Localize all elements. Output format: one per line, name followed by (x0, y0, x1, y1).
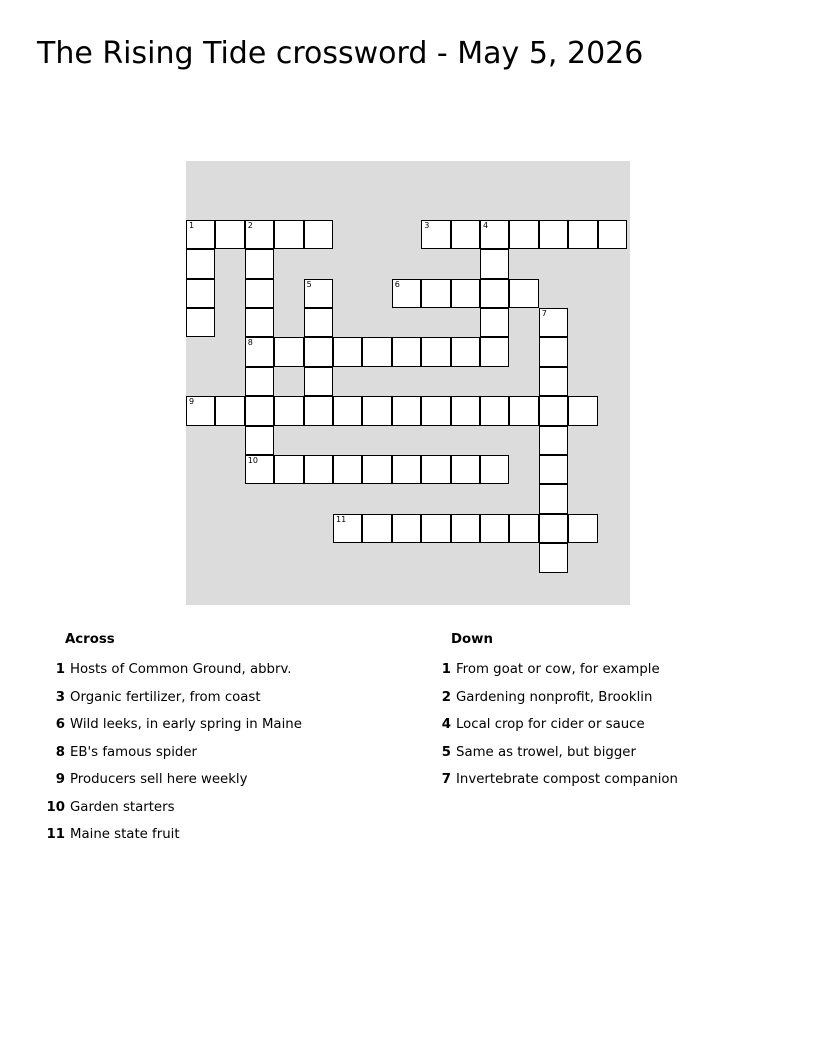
grid-cell[interactable] (392, 337, 421, 366)
down-clue (421, 715, 645, 735)
clue-text: Garden starters (70, 799, 175, 815)
cell-number: 2 (247, 220, 253, 230)
grid-cell[interactable] (362, 396, 391, 425)
cell-number: 1 (189, 220, 195, 230)
grid-cell[interactable] (245, 279, 274, 308)
grid-cell[interactable] (451, 337, 480, 366)
grid-cell[interactable] (186, 396, 215, 425)
grid-cell[interactable] (568, 396, 597, 425)
grid-cell[interactable] (333, 455, 362, 484)
grid-cell[interactable] (274, 337, 303, 366)
across-clue (35, 660, 292, 680)
grid-cell[interactable] (362, 337, 391, 366)
across-clue (35, 688, 261, 708)
crossword-grid (186, 161, 630, 605)
across-clue (35, 743, 197, 763)
down-clue (421, 688, 653, 708)
grid-cell[interactable] (539, 396, 568, 425)
grid-cell[interactable] (274, 220, 303, 249)
grid-cell[interactable] (186, 308, 215, 337)
grid-cell[interactable] (451, 514, 480, 543)
grid-cell[interactable] (186, 279, 215, 308)
clue-number: 1 (55, 662, 65, 677)
across-clue (35, 825, 180, 845)
grid-cell[interactable] (186, 220, 215, 249)
grid-cell[interactable] (451, 396, 480, 425)
grid-cell[interactable] (421, 396, 450, 425)
grid-cell[interactable] (539, 484, 568, 513)
clue-text: Invertebrate compost companion (456, 772, 678, 787)
grid-cell[interactable] (480, 220, 509, 249)
clue-number: 2 (441, 689, 451, 705)
grid-cell[interactable] (421, 337, 450, 366)
grid-cell[interactable] (362, 455, 391, 484)
cell-number: 11 (336, 514, 347, 524)
grid-cell[interactable] (480, 308, 509, 337)
grid-cell[interactable] (245, 249, 274, 278)
grid-cell[interactable] (509, 220, 538, 249)
cell-number: 5 (306, 279, 312, 289)
grid-cell[interactable] (480, 455, 509, 484)
grid-cell[interactable] (421, 220, 450, 249)
grid-cell[interactable] (451, 455, 480, 484)
grid-cell[interactable] (304, 308, 333, 337)
cell-number: 6 (394, 279, 400, 289)
clue-number: 1 (441, 662, 451, 677)
clue-number: 3 (55, 689, 65, 705)
clue-text: Local crop for cider or sauce (456, 717, 645, 732)
grid-cell[interactable] (480, 279, 509, 308)
grid-cell[interactable] (304, 396, 333, 425)
grid-cell[interactable] (480, 337, 509, 366)
grid-cell[interactable] (539, 220, 568, 249)
grid-cell[interactable] (539, 308, 568, 337)
grid-cell[interactable] (274, 396, 303, 425)
grid-cell[interactable] (480, 249, 509, 278)
clue-text: Organic fertilizer, from coast (70, 689, 261, 705)
clue-text: Hosts of Common Ground, abbrv. (70, 662, 292, 677)
cell-number: 4 (483, 220, 489, 230)
down-heading: Down (451, 632, 493, 647)
grid-cell[interactable] (480, 514, 509, 543)
grid-cell[interactable] (421, 279, 450, 308)
grid-cell[interactable] (274, 455, 303, 484)
grid-cell[interactable] (392, 455, 421, 484)
grid-cell[interactable] (539, 514, 568, 543)
grid-cell[interactable] (186, 249, 215, 278)
grid-cell[interactable] (245, 367, 274, 396)
grid-cell[interactable] (539, 426, 568, 455)
grid-cell[interactable] (245, 220, 274, 249)
clue-number: 10 (46, 799, 65, 815)
clue-number: 5 (441, 744, 451, 760)
down-clue (421, 660, 660, 680)
across-heading: Across (65, 632, 115, 647)
across-clue (35, 715, 302, 735)
grid-cell[interactable] (304, 367, 333, 396)
clue-text: Maine state fruit (70, 827, 180, 842)
grid-cell[interactable] (421, 514, 450, 543)
grid-cell[interactable] (509, 396, 538, 425)
clue-text: Gardening nonprofit, Brooklin (456, 689, 653, 705)
grid-cell[interactable] (245, 426, 274, 455)
grid-cell[interactable] (568, 514, 597, 543)
clue-number: 11 (46, 827, 65, 842)
grid-cell[interactable] (392, 396, 421, 425)
clue-text: EB's famous spider (70, 744, 197, 760)
clue-number: 8 (55, 744, 65, 760)
across-clue (35, 798, 175, 818)
down-clue (421, 770, 678, 790)
grid-cell[interactable] (245, 455, 274, 484)
grid-cell[interactable] (392, 514, 421, 543)
grid-cell[interactable] (421, 455, 450, 484)
grid-cell[interactable] (333, 514, 362, 543)
clue-number: 4 (441, 717, 451, 732)
clue-text: Same as trowel, but bigger (456, 744, 636, 760)
grid-cell[interactable] (539, 543, 568, 572)
grid-cell[interactable] (480, 396, 509, 425)
grid-cell[interactable] (245, 337, 274, 366)
grid-cell[interactable] (304, 220, 333, 249)
grid-cell[interactable] (362, 514, 391, 543)
across-clue (35, 770, 248, 790)
grid-cell[interactable] (304, 279, 333, 308)
cell-number: 10 (247, 456, 258, 465)
clue-text: Wild leeks, in early spring in Maine (70, 717, 302, 732)
grid-cell[interactable] (539, 367, 568, 396)
cell-number: 7 (541, 309, 547, 318)
grid-cell[interactable] (245, 308, 274, 337)
grid-cell[interactable] (539, 337, 568, 366)
grid-cell[interactable] (215, 396, 244, 425)
grid-cell[interactable] (304, 455, 333, 484)
grid-cell[interactable] (568, 220, 597, 249)
grid-cell[interactable] (509, 514, 538, 543)
grid-cell[interactable] (245, 396, 274, 425)
clue-text: From goat or cow, for example (456, 662, 660, 677)
clue-number: 6 (55, 717, 65, 732)
cell-number: 9 (189, 397, 195, 407)
grid-cell[interactable] (392, 279, 421, 308)
cell-number: 3 (424, 220, 430, 230)
clue-number: 7 (441, 772, 451, 787)
grid-cell[interactable] (304, 337, 333, 366)
page-title: The Rising Tide crossword - May 5, 2026 (37, 36, 644, 71)
grid-cell[interactable] (451, 220, 480, 249)
down-clue (421, 743, 636, 763)
grid-cell[interactable] (333, 396, 362, 425)
grid-cell[interactable] (451, 279, 480, 308)
clue-text: Producers sell here weekly (70, 772, 248, 787)
grid-cell[interactable] (333, 337, 362, 366)
grid-cell[interactable] (215, 220, 244, 249)
cell-number: 8 (247, 338, 253, 348)
clue-number: 9 (55, 772, 65, 787)
grid-cell[interactable] (509, 279, 538, 308)
grid-cell[interactable] (598, 220, 627, 249)
grid-cell[interactable] (539, 455, 568, 484)
